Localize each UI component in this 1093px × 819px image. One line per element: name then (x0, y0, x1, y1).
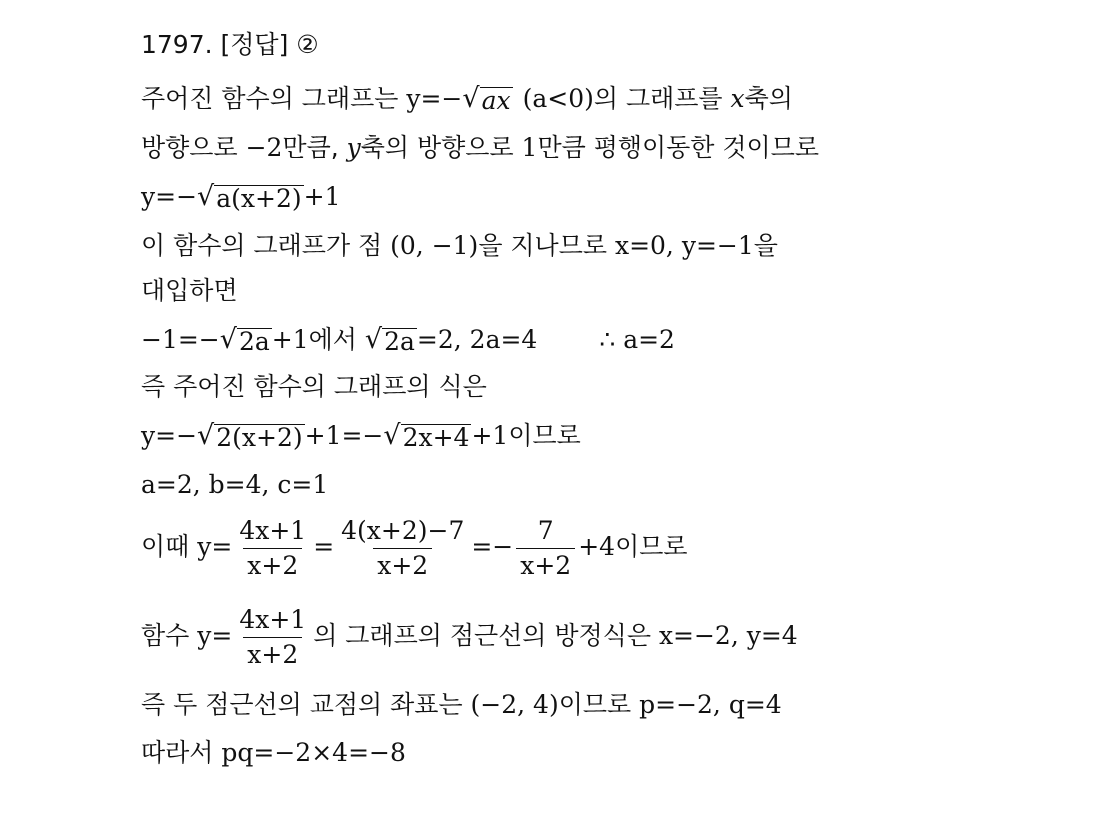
radical-sign: √ (219, 324, 237, 355)
math-expression: +1 (471, 421, 509, 450)
math-expression: 1 (521, 133, 538, 162)
text: 이므로 (615, 532, 688, 561)
radicand: 2(x+2) (216, 423, 303, 452)
text: 을 (753, 231, 778, 260)
text: 을 지나므로 (478, 231, 615, 260)
math-expression: +4 (578, 532, 616, 561)
math-expression: y= (197, 621, 233, 650)
text: 따라서 (141, 738, 222, 767)
text: 에서 (308, 325, 365, 354)
sqrt-expression (220, 325, 272, 355)
text: 이때 (141, 532, 198, 561)
math-expression: x=0, y=−1 (614, 231, 754, 260)
sqrt-expression (197, 421, 305, 451)
text: 이므로 (558, 690, 640, 719)
radical-sign: √ (383, 420, 401, 451)
math-expression: (0, −1) (390, 231, 479, 260)
fraction (516, 517, 575, 580)
math-expression: x=−2, y=4 (658, 621, 798, 650)
denominator: x+2 (243, 548, 302, 580)
numerator: 4x+1 (239, 604, 307, 634)
math-expression: =2, 2a=4 (416, 325, 538, 354)
text: 이 함수의 그래프가 점 (141, 231, 391, 260)
radicand: 2a (384, 327, 415, 356)
solution-line-2 (141, 133, 819, 163)
math-expression: y= (197, 532, 233, 561)
math-expression: −2 (245, 133, 283, 162)
text: 만큼 평행이동한 것이므로 (537, 133, 819, 162)
math-expression: +1 (303, 182, 341, 211)
fraction (337, 517, 468, 580)
numerator: 4x+1 (239, 515, 307, 545)
problem-header: 1797. [정답] ② (141, 30, 319, 59)
sqrt-expression (383, 421, 471, 451)
radicand: a(x+2) (216, 184, 302, 213)
math-expression: (a<0) (522, 84, 594, 113)
text: 의 그래프의 점근선의 방정식은 (313, 621, 659, 650)
radicand: 2a (238, 327, 270, 356)
numerator: 4(x+2)−7 (341, 515, 465, 545)
text: 주어진 함수의 그래프는 (141, 84, 407, 113)
math-variable: x (730, 84, 745, 113)
solution-line-8 (141, 421, 581, 451)
solution-line-3 (141, 182, 340, 212)
text: 만큼, (282, 133, 347, 162)
text: 즉 두 점근선의 교점의 좌표는 (141, 690, 471, 719)
math-expression: −1=− (141, 325, 220, 354)
denominator: x+2 (243, 637, 302, 669)
math-expression: (−2, 4) (470, 690, 559, 719)
math-expression: pq=−2×4=−8 (221, 738, 406, 767)
math-expression: = (313, 532, 335, 561)
numerator: 7 (537, 515, 554, 545)
fraction (235, 606, 310, 669)
solution-line-7: 즉 주어진 함수의 그래프의 식은 (141, 372, 487, 401)
text: 의 그래프를 (593, 84, 731, 113)
text: 방향으로 (141, 133, 246, 162)
radical-sign: √ (462, 83, 480, 114)
solution-line-5: 대입하면 (141, 276, 238, 305)
solution-line-11 (141, 598, 798, 674)
radical-sign: √ (197, 420, 215, 451)
math-expression: p=−2, q=4 (639, 690, 782, 719)
sqrt-expression (197, 182, 304, 212)
denominator: x+2 (373, 548, 432, 580)
solution-line-12 (141, 690, 782, 720)
text: 이므로 (508, 421, 581, 450)
math-expression: +1 (271, 325, 309, 354)
denominator: x+2 (516, 548, 575, 580)
math-expression: =− (471, 532, 514, 561)
math-expression: a=2, b=4, c=1 (141, 470, 329, 499)
sqrt-expression (365, 325, 417, 355)
math-variable: y (346, 133, 361, 162)
solution-line-4 (141, 231, 778, 261)
solution-line-6 (141, 325, 675, 355)
solution-line-1 (141, 84, 793, 114)
math-expression: y=− (141, 182, 198, 211)
radicand: 2x+4 (402, 423, 470, 452)
solution-line-9 (141, 470, 328, 500)
text: 함수 (141, 621, 198, 650)
radical-sign: √ (197, 181, 215, 212)
sqrt-expression (462, 84, 512, 114)
math-expression: +1=− (304, 421, 384, 450)
fraction (235, 517, 310, 580)
solution-line-10 (141, 509, 688, 585)
text: 축의 (744, 84, 793, 113)
therefore-expression: ∴ a=2 (599, 325, 675, 354)
radicand: ax (481, 86, 511, 115)
text: 축의 방향으로 (360, 133, 522, 162)
math-expression: y=− (406, 84, 463, 113)
radical-sign: √ (364, 324, 383, 355)
solution-line-13 (141, 738, 406, 768)
math-expression: y=− (141, 421, 198, 450)
